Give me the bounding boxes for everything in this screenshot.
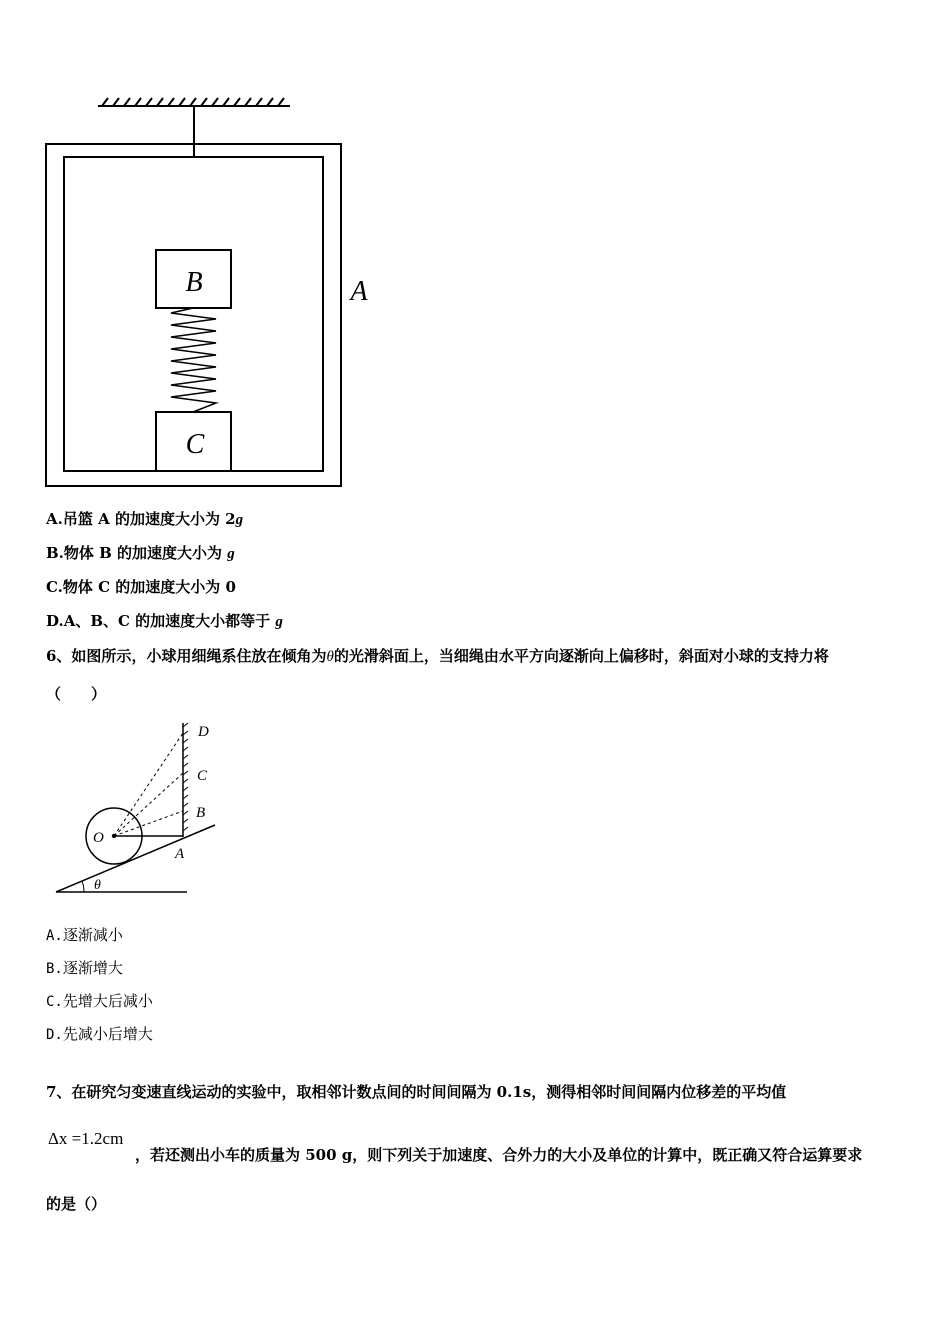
q6-bracket: （ ）: [46, 685, 107, 703]
q6-option-d-text: 先减小后增大: [62, 1025, 153, 1043]
ceiling-hatch: [98, 98, 290, 106]
q5-option-c: [46, 577, 236, 597]
string-dashed: [114, 733, 183, 836]
q7-line3: 的是（）: [46, 1195, 107, 1213]
q5-option-d-var: g: [275, 614, 283, 630]
q5-option-c-text: 物体 C 的加速度大小为 0: [62, 578, 236, 596]
q6-theta: θ: [326, 649, 334, 665]
label-c: C: [185, 429, 205, 460]
label-d: D: [198, 724, 209, 740]
incline-ball-figure: [50, 715, 225, 900]
q5-option-b: [46, 543, 235, 564]
q6-option-c-text: 先增大后减小: [62, 992, 153, 1010]
label-a: A: [350, 276, 368, 307]
q5-option-b-var: g: [227, 546, 235, 562]
label-o: O: [93, 830, 104, 846]
label-c2: C: [197, 768, 208, 784]
q6-stem-after: 的光滑斜面上，当细绳由水平方向逐渐向上偏移时，斜面对小球的支持力将: [333, 647, 829, 665]
q5-option-d-text: A、B、C 的加速度大小都等于: [63, 612, 276, 630]
q6-stem-before: 6、如图所示，小球用细绳系住放在倾角为: [46, 647, 327, 665]
q5-option-c-letter: C.: [46, 578, 63, 596]
q5-option-b-text: 物体 B 的加速度大小为: [63, 544, 228, 562]
q5-option-a-letter: A.: [46, 510, 63, 528]
q5-option-d-letter: D.: [46, 612, 64, 630]
label-theta: θ: [94, 878, 101, 893]
q6-option-d-letter: D.: [46, 1027, 63, 1043]
q7-line1: 7、在研究匀变速直线运动的实验中，取相邻计数点间的时间间隔为 0.1s，测得相邻时间间隔内位移差的平均值: [46, 1083, 787, 1101]
spring: [171, 308, 216, 412]
q7-line2: ，若还测出小车的质量为 500 g，则下列关于加速度、合外力的大小及单位的计算中，既正确又符合运算要求: [135, 1146, 863, 1164]
q7-formula: Δx =1.2cm: [48, 1129, 124, 1148]
q5-option-d: [46, 611, 283, 632]
q6-option-b: [46, 958, 123, 979]
q5-option-a-text: 吊篮 A 的加速度大小为 2: [62, 510, 236, 528]
angle-arc: [82, 881, 84, 892]
basket-spring-figure: [40, 90, 380, 495]
q6-option-a-letter: A.: [46, 928, 63, 944]
q6-option-c-letter: C.: [46, 994, 63, 1010]
label-a2: A: [175, 846, 185, 862]
q6-option-d: [46, 1024, 153, 1045]
q6-option-b-letter: B.: [46, 961, 63, 977]
incline-slope: [56, 825, 215, 892]
q6-option-a: [46, 925, 123, 946]
q6-stem: [46, 645, 926, 668]
q5-option-a-var: g: [235, 512, 244, 528]
q5-option-a: [46, 509, 243, 530]
q5-option-b-letter: B.: [46, 544, 64, 562]
q6-option-b-text: 逐渐增大: [62, 959, 123, 977]
q6-option-c: [46, 991, 153, 1012]
label-b2: B: [196, 805, 206, 821]
label-b: B: [185, 267, 203, 298]
q6-option-a-text: 逐渐减小: [62, 926, 123, 944]
